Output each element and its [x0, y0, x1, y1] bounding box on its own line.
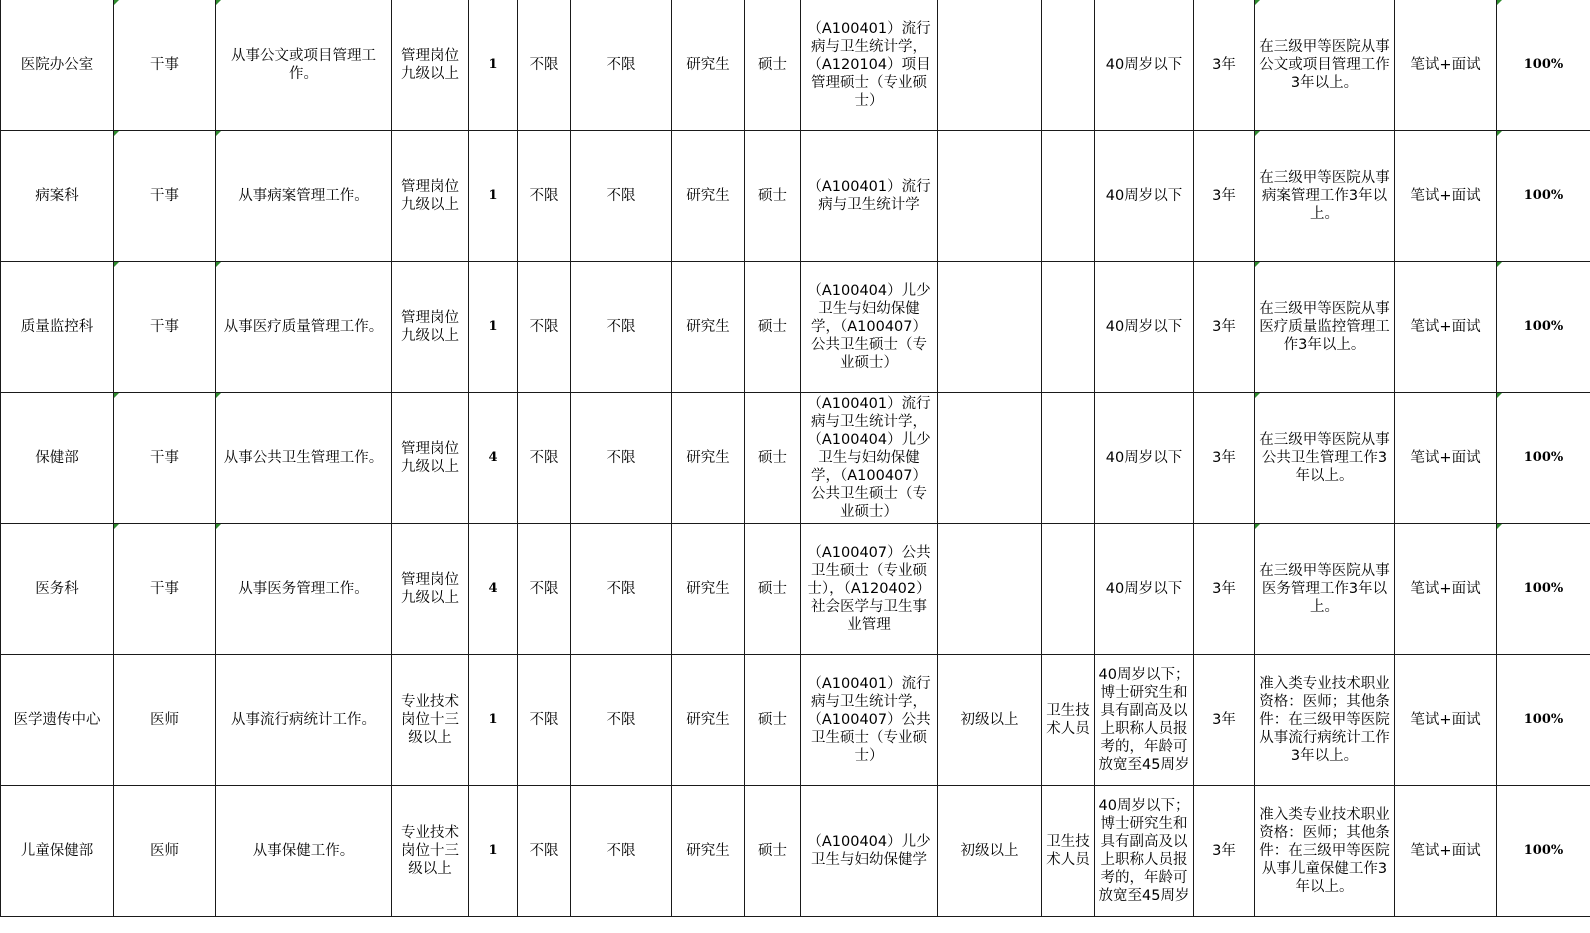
cell-text: 不限: [529, 450, 559, 466]
age-cell[interactable]: [1095, 262, 1194, 393]
major-cell[interactable]: [801, 131, 938, 262]
cell-comment-marker: [216, 262, 221, 267]
cell-comment-marker: [1497, 0, 1502, 5]
education-cell[interactable]: [672, 393, 745, 524]
cell-comment-marker: [1497, 131, 1502, 136]
gender-cell[interactable]: [518, 655, 571, 786]
major-cell[interactable]: [801, 786, 938, 917]
headcount-cell[interactable]: [469, 393, 518, 524]
title-type-cell[interactable]: [1042, 524, 1095, 655]
exam-method-cell[interactable]: [1395, 393, 1497, 524]
ethnicity-cell[interactable]: [571, 0, 672, 131]
education-cell[interactable]: [672, 131, 745, 262]
cell-text: 40周岁以下: [1105, 450, 1183, 466]
other-requirements-cell[interactable]: [1255, 786, 1395, 917]
cell-text: 在三级甲等医院从事医务管理工作3年以上。: [1259, 563, 1390, 615]
duty-cell[interactable]: [216, 0, 392, 131]
cell-text: 笔试+面试: [1410, 319, 1481, 335]
cell-comment-marker: [114, 131, 119, 136]
table-row: [1, 655, 1590, 786]
cell-text: 准入类专业技术职业资格：医师；其他条件：在三级甲等医院从事流行病统计工作3年以上。: [1259, 676, 1390, 764]
cell-comment-marker: [216, 131, 221, 136]
cell-text: 专业技术岗位十三级以上: [401, 825, 459, 877]
gender-cell[interactable]: [518, 524, 571, 655]
cell-text: （A100401）流行病与卫生统计学，（A100407）公共卫生硕士（专业硕士）: [807, 676, 931, 764]
cell-text: 40周岁以下: [1105, 57, 1183, 73]
post-level-cell[interactable]: [392, 524, 469, 655]
title-type-cell[interactable]: [1042, 262, 1095, 393]
cell-text: （A100401）流行病与卫生统计学，（A100404）儿少卫生与妇幼保健学，（A100407）公共卫生硕士（专业硕士）: [807, 396, 931, 520]
ethnicity-cell[interactable]: [571, 524, 672, 655]
cell-comment-marker: [114, 0, 119, 5]
cell-comment-marker: [1255, 524, 1260, 529]
cell-text: 1: [488, 188, 498, 203]
cell-text: 从事公文或项目管理工作。: [231, 48, 376, 82]
service-years-cell[interactable]: [1194, 786, 1255, 917]
cell-comment-marker: [1255, 131, 1260, 136]
service-years-cell[interactable]: [1194, 262, 1255, 393]
cell-text: 不限: [606, 712, 636, 728]
cell-text: 不限: [606, 319, 636, 335]
post-level-cell[interactable]: [392, 262, 469, 393]
cell-comment-marker: [1255, 393, 1260, 398]
cell-comment-marker: [114, 393, 119, 398]
cell-text: 准入类专业技术职业资格：医师；其他条件：在三级甲等医院从事儿童保健工作3年以上。: [1259, 807, 1390, 895]
cell-comment-marker: [216, 393, 221, 398]
title-type-cell[interactable]: [1042, 655, 1095, 786]
headcount-cell[interactable]: [469, 786, 518, 917]
department-cell[interactable]: [1, 786, 114, 917]
major-cell[interactable]: [801, 655, 938, 786]
cell-text: 3年: [1212, 712, 1236, 728]
cell-text: 医院办公室: [20, 57, 94, 73]
age-cell[interactable]: [1095, 131, 1194, 262]
education-cell[interactable]: [672, 262, 745, 393]
cell-text: 卫生技术人员: [1046, 703, 1090, 737]
cell-text: 研究生: [686, 57, 730, 73]
cell-text: 不限: [529, 712, 559, 728]
cell-text: （A100404）儿少卫生与妇幼保健学，（A100407）公共卫生硕士（专业硕士）: [807, 283, 931, 371]
cell-text: 40周岁以下: [1105, 319, 1183, 335]
cell-text: 4: [488, 450, 498, 465]
cell-text: 从事医疗质量管理工作。: [223, 319, 384, 335]
ratio-cell[interactable]: [1497, 262, 1590, 393]
cell-text: 40周岁以下；博士研究生和具有副高及以上职称人员报考的，年龄可放宽至45周岁: [1098, 667, 1190, 773]
cell-text: 不限: [529, 57, 559, 73]
cell-text: 管理岗位九级以上: [401, 441, 459, 475]
cell-text: 干事: [150, 450, 179, 466]
cell-text: 不限: [606, 57, 636, 73]
age-cell[interactable]: [1095, 524, 1194, 655]
post-level-cell[interactable]: [392, 786, 469, 917]
ethnicity-cell[interactable]: [571, 393, 672, 524]
post-name-cell[interactable]: [114, 131, 216, 262]
cell-text: 不限: [606, 843, 636, 859]
cell-text: 100%: [1523, 188, 1564, 203]
cell-text: 笔试+面试: [1410, 57, 1481, 73]
headcount-cell[interactable]: [469, 262, 518, 393]
post-name-cell[interactable]: [114, 393, 216, 524]
title-level-cell[interactable]: [938, 393, 1042, 524]
ethnicity-cell[interactable]: [571, 131, 672, 262]
cell-text: 干事: [150, 581, 179, 597]
post-name-cell[interactable]: [114, 524, 216, 655]
cell-comment-marker: [1255, 262, 1260, 267]
post-name-cell[interactable]: [114, 786, 216, 917]
cell-text: 4: [488, 581, 498, 596]
exam-method-cell[interactable]: [1395, 655, 1497, 786]
table-row: [1, 262, 1590, 393]
cell-text: 100%: [1523, 712, 1564, 727]
department-cell[interactable]: [1, 393, 114, 524]
table-row: [1, 786, 1590, 917]
cell-text: 3年: [1212, 188, 1236, 204]
title-level-cell[interactable]: [938, 655, 1042, 786]
cell-text: 40周岁以下: [1105, 188, 1183, 204]
service-years-cell[interactable]: [1194, 393, 1255, 524]
cell-text: 医务科: [35, 581, 79, 597]
age-cell[interactable]: [1095, 393, 1194, 524]
cell-text: 1: [488, 843, 498, 858]
cell-text: 3年: [1212, 843, 1236, 859]
cell-text: 3年: [1212, 581, 1236, 597]
cell-text: 40周岁以下: [1105, 581, 1183, 597]
post-name-cell[interactable]: [114, 262, 216, 393]
table-row: [1, 131, 1590, 262]
cell-text: 不限: [529, 319, 559, 335]
cell-text: 1: [488, 57, 498, 72]
cell-text: 不限: [606, 450, 636, 466]
cell-comment-marker: [114, 524, 119, 529]
ratio-cell[interactable]: [1497, 131, 1590, 262]
education-cell[interactable]: [672, 786, 745, 917]
cell-text: 硕士: [758, 450, 787, 466]
gender-cell[interactable]: [518, 262, 571, 393]
degree-cell[interactable]: [745, 131, 801, 262]
cell-text: 在三级甲等医院从事医疗质量监控管理工作3年以上。: [1259, 301, 1390, 353]
post-level-cell[interactable]: [392, 655, 469, 786]
cell-text: 100%: [1523, 581, 1564, 596]
table-row: [1, 524, 1590, 655]
ratio-cell[interactable]: [1497, 393, 1590, 524]
exam-method-cell[interactable]: [1395, 0, 1497, 131]
other-requirements-cell[interactable]: [1255, 0, 1395, 131]
ethnicity-cell[interactable]: [571, 786, 672, 917]
headcount-cell[interactable]: [469, 655, 518, 786]
department-cell[interactable]: [1, 655, 114, 786]
service-years-cell[interactable]: [1194, 655, 1255, 786]
cell-text: 不限: [606, 581, 636, 597]
title-level-cell[interactable]: [938, 131, 1042, 262]
degree-cell[interactable]: [745, 262, 801, 393]
service-years-cell[interactable]: [1194, 131, 1255, 262]
cell-text: 不限: [606, 188, 636, 204]
title-type-cell[interactable]: [1042, 786, 1095, 917]
title-type-cell[interactable]: [1042, 0, 1095, 131]
post-level-cell[interactable]: [392, 393, 469, 524]
exam-method-cell[interactable]: [1395, 786, 1497, 917]
gender-cell[interactable]: [518, 393, 571, 524]
title-level-cell[interactable]: [938, 0, 1042, 131]
major-cell[interactable]: [801, 524, 938, 655]
cell-comment-marker: [114, 262, 119, 267]
education-cell[interactable]: [672, 655, 745, 786]
cell-text: 研究生: [686, 188, 730, 204]
cell-text: 儿童保健部: [20, 843, 94, 859]
title-level-cell[interactable]: [938, 524, 1042, 655]
title-level-cell[interactable]: [938, 786, 1042, 917]
cell-text: 笔试+面试: [1410, 581, 1481, 597]
cell-text: 研究生: [686, 450, 730, 466]
cell-text: 不限: [529, 843, 559, 859]
title-type-cell[interactable]: [1042, 131, 1095, 262]
gender-cell[interactable]: [518, 131, 571, 262]
degree-cell[interactable]: [745, 786, 801, 917]
cell-text: 1: [488, 319, 498, 334]
cell-text: 3年: [1212, 450, 1236, 466]
cell-text: 干事: [150, 188, 179, 204]
major-cell[interactable]: [801, 0, 938, 131]
department-cell[interactable]: [1, 262, 114, 393]
cell-text: 研究生: [686, 712, 730, 728]
post-name-cell[interactable]: [114, 655, 216, 786]
cell-text: 专业技术岗位十三级以上: [401, 694, 459, 746]
cell-comment-marker: [216, 524, 221, 529]
education-cell[interactable]: [672, 0, 745, 131]
cell-text: 卫生技术人员: [1046, 834, 1090, 868]
title-level-cell[interactable]: [938, 262, 1042, 393]
other-requirements-cell[interactable]: [1255, 131, 1395, 262]
cell-text: 质量监控科: [20, 319, 94, 335]
cell-text: 硕士: [758, 581, 787, 597]
cell-text: 研究生: [686, 581, 730, 597]
ratio-cell[interactable]: [1497, 655, 1590, 786]
headcount-cell[interactable]: [469, 0, 518, 131]
cell-text: 笔试+面试: [1410, 188, 1481, 204]
cell-text: 在三级甲等医院从事公文或项目管理工作3年以上。: [1259, 39, 1390, 91]
cell-text: 100%: [1523, 843, 1564, 858]
cell-text: （A100404）儿少卫生与妇幼保健学: [807, 834, 931, 868]
duty-cell[interactable]: [216, 131, 392, 262]
cell-comment-marker: [1497, 393, 1502, 398]
department-cell[interactable]: [1, 524, 114, 655]
cell-text: 从事病案管理工作。: [238, 188, 369, 204]
cell-text: 医师: [150, 843, 179, 859]
duty-cell[interactable]: [216, 262, 392, 393]
duty-cell[interactable]: [216, 393, 392, 524]
cell-text: 保健部: [35, 450, 79, 466]
cell-text: 笔试+面试: [1410, 843, 1481, 859]
education-cell[interactable]: [672, 524, 745, 655]
duty-cell[interactable]: [216, 524, 392, 655]
cell-text: 医学遗传中心: [13, 712, 101, 728]
cell-text: 在三级甲等医院从事病案管理工作3年以上。: [1259, 170, 1390, 222]
cell-text: 从事流行病统计工作。: [231, 712, 376, 728]
ratio-cell[interactable]: [1497, 0, 1590, 131]
other-requirements-cell[interactable]: [1255, 655, 1395, 786]
age-cell[interactable]: [1095, 0, 1194, 131]
cell-text: 干事: [150, 57, 179, 73]
degree-cell[interactable]: [745, 393, 801, 524]
cell-text: 硕士: [758, 843, 787, 859]
service-years-cell[interactable]: [1194, 524, 1255, 655]
exam-method-cell[interactable]: [1395, 131, 1497, 262]
department-cell[interactable]: [1, 131, 114, 262]
cell-text: 管理岗位九级以上: [401, 48, 459, 82]
cell-text: 初级以上: [960, 712, 1019, 728]
degree-cell[interactable]: [745, 524, 801, 655]
department-cell[interactable]: [1, 0, 114, 131]
cell-text: 从事医务管理工作。: [238, 581, 369, 597]
cell-text: 管理岗位九级以上: [401, 310, 459, 344]
headcount-cell[interactable]: [469, 131, 518, 262]
table-row: [1, 393, 1590, 524]
cell-text: 笔试+面试: [1410, 450, 1481, 466]
cell-text: 研究生: [686, 843, 730, 859]
cell-text: 100%: [1523, 319, 1564, 334]
major-cell[interactable]: [801, 262, 938, 393]
table-row: [1, 0, 1590, 131]
cell-text: 硕士: [758, 188, 787, 204]
cell-text: 从事保健工作。: [252, 843, 355, 859]
cell-text: 从事公共卫生管理工作。: [223, 450, 384, 466]
cell-text: 硕士: [758, 57, 787, 73]
cell-text: 病案科: [35, 188, 79, 204]
cell-comment-marker: [1497, 262, 1502, 267]
cell-text: 笔试+面试: [1410, 712, 1481, 728]
age-cell[interactable]: [1095, 786, 1194, 917]
gender-cell[interactable]: [518, 0, 571, 131]
age-cell[interactable]: [1095, 655, 1194, 786]
headcount-cell[interactable]: [469, 524, 518, 655]
cell-text: 40周岁以下；博士研究生和具有副高及以上职称人员报考的，年龄可放宽至45周岁: [1098, 798, 1190, 904]
other-requirements-cell[interactable]: [1255, 393, 1395, 524]
exam-method-cell[interactable]: [1395, 524, 1497, 655]
cell-comment-marker: [1497, 524, 1502, 529]
service-years-cell[interactable]: [1194, 0, 1255, 131]
duty-cell[interactable]: [216, 655, 392, 786]
cell-text: 1: [488, 712, 498, 727]
post-level-cell[interactable]: [392, 0, 469, 131]
cell-text: 初级以上: [960, 843, 1019, 859]
cell-text: （A100401）流行病与卫生统计学，（A120104）项目管理硕士（专业硕士）: [807, 21, 931, 109]
cell-text: （A100407）公共卫生硕士（专业硕士），（A120402）社会医学与卫生事业管理: [807, 545, 931, 633]
cell-text: 研究生: [686, 319, 730, 335]
degree-cell[interactable]: [745, 655, 801, 786]
cell-text: 不限: [529, 581, 559, 597]
post-level-cell[interactable]: [392, 131, 469, 262]
ethnicity-cell[interactable]: [571, 655, 672, 786]
cell-text: 管理岗位九级以上: [401, 572, 459, 606]
cell-text: 管理岗位九级以上: [401, 179, 459, 213]
cell-comment-marker: [216, 0, 221, 5]
duty-cell[interactable]: [216, 786, 392, 917]
other-requirements-cell[interactable]: [1255, 524, 1395, 655]
ethnicity-cell[interactable]: [571, 262, 672, 393]
exam-method-cell[interactable]: [1395, 262, 1497, 393]
cell-text: 不限: [529, 188, 559, 204]
cell-text: 3年: [1212, 319, 1236, 335]
cell-text: 硕士: [758, 712, 787, 728]
cell-text: 干事: [150, 319, 179, 335]
title-type-cell[interactable]: [1042, 393, 1095, 524]
cell-comment-marker: [1255, 0, 1260, 5]
ratio-cell[interactable]: [1497, 786, 1590, 917]
gender-cell[interactable]: [518, 786, 571, 917]
major-cell[interactable]: [801, 393, 938, 524]
cell-text: 3年: [1212, 57, 1236, 73]
cell-text: 100%: [1523, 57, 1564, 72]
other-requirements-cell[interactable]: [1255, 262, 1395, 393]
cell-text: 硕士: [758, 319, 787, 335]
cell-text: 100%: [1523, 450, 1564, 465]
cell-text: （A100401）流行病与卫生统计学: [807, 179, 931, 213]
degree-cell[interactable]: [745, 0, 801, 131]
cell-text: 医师: [150, 712, 179, 728]
ratio-cell[interactable]: [1497, 524, 1590, 655]
post-name-cell[interactable]: [114, 0, 216, 131]
cell-text: 在三级甲等医院从事公共卫生管理工作3年以上。: [1259, 432, 1390, 484]
